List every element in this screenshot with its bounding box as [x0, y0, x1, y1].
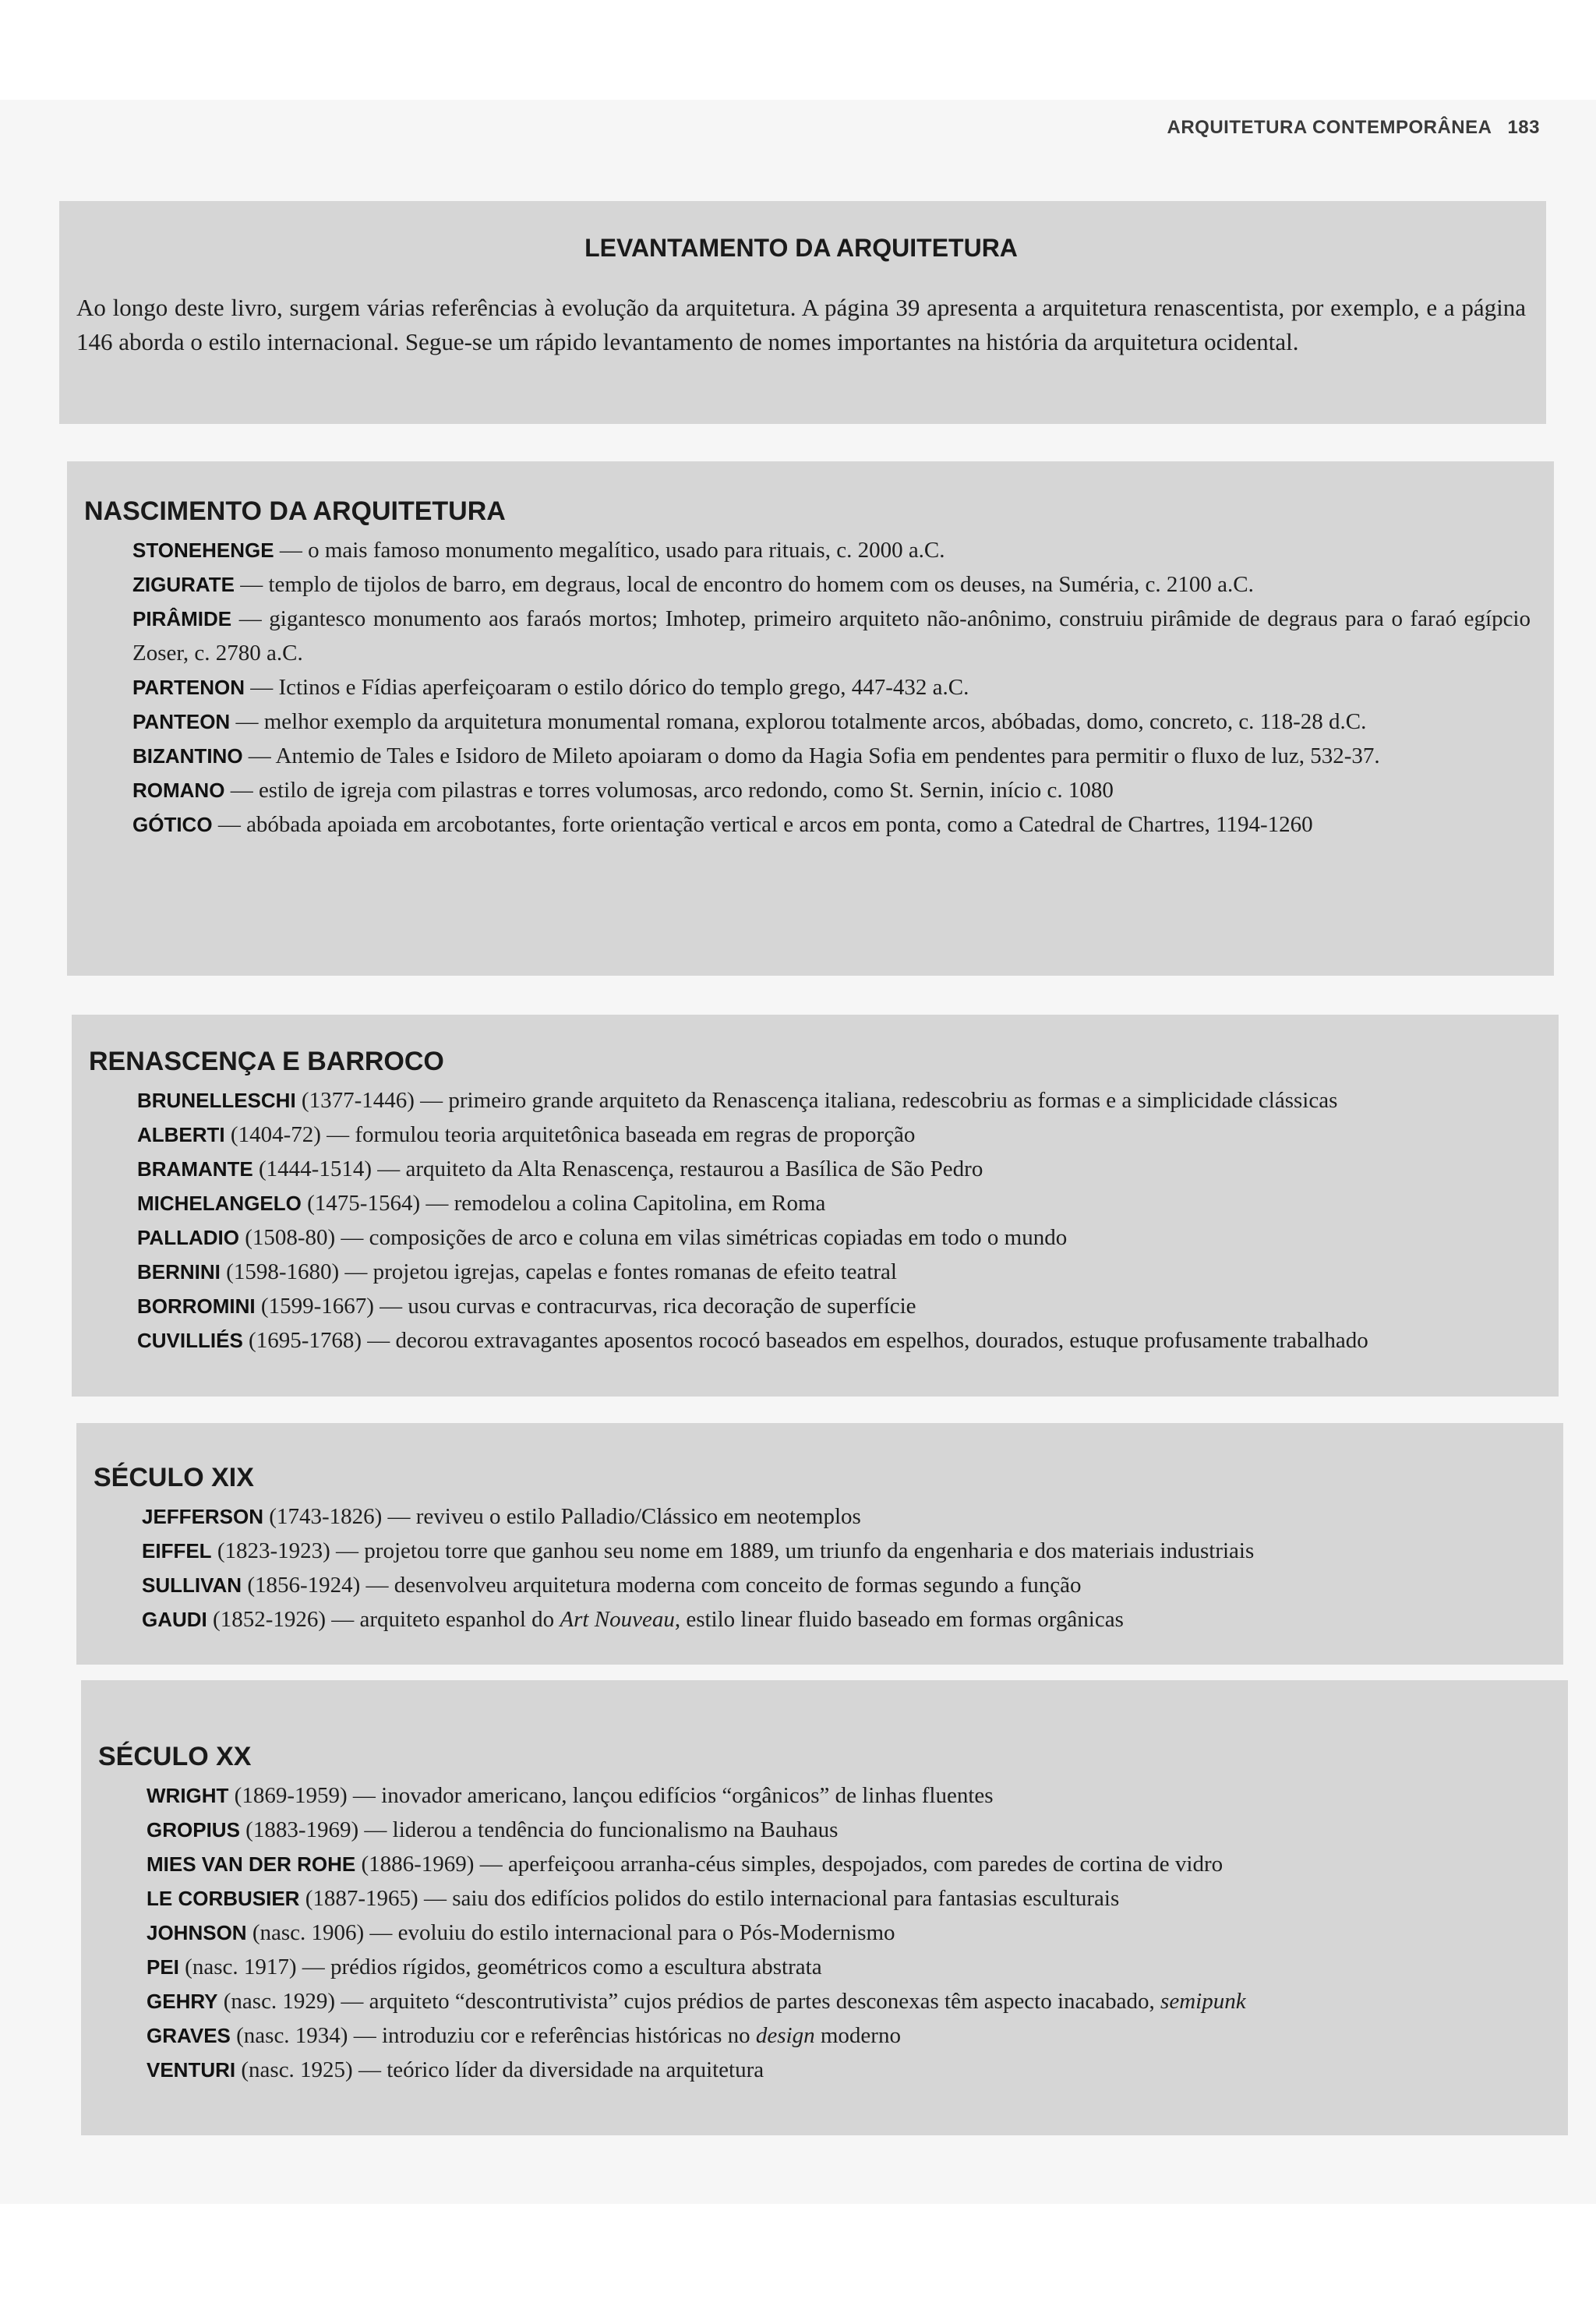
entry-item	[147, 1916, 1545, 1950]
running-head-title: ARQUITETURA CONTEMPORÂNEA	[1167, 117, 1492, 138]
entry-name: PANTEON	[132, 710, 231, 733]
entry-description-end: , estilo linear fluido baseado em formas orgânicas	[674, 1607, 1124, 1632]
entry-name: CUVILLIÉS	[137, 1329, 243, 1352]
entry-emphasis: semipunk	[1160, 1989, 1246, 2014]
entry-item	[147, 1984, 1545, 2018]
entry-list	[132, 533, 1531, 842]
entry-item	[132, 602, 1531, 670]
entry-description: (1887-1965) — saiu dos edifícios polidos do estilo internacional para fantasias esculturais	[299, 1886, 1120, 1911]
entry-item	[137, 1083, 1535, 1118]
entry-name: BERNINI	[137, 1260, 221, 1284]
section-title: SÉCULO XIX	[94, 1463, 254, 1492]
entry-name: JOHNSON	[147, 1921, 247, 1944]
entry-item	[147, 1950, 1545, 1984]
entry-description: (1883-1969) — liderou a tendência do funcionalismo na Bauhaus	[239, 1817, 839, 1842]
entry-name: PALLADIO	[137, 1226, 239, 1249]
entry-item	[137, 1323, 1535, 1358]
running-head	[1167, 117, 1540, 139]
entry-name: STONEHENGE	[132, 539, 274, 562]
entry-item	[142, 1602, 1540, 1637]
entry-list	[147, 1778, 1545, 2087]
entry-description: (1475-1564) — remodelou a colina Capitolina, em Roma	[301, 1191, 826, 1216]
entry-description: (nasc. 1925) — teórico líder da diversidade na arquitetura	[235, 2057, 764, 2082]
entry-name: SULLIVAN	[142, 1573, 242, 1597]
entry-item	[132, 807, 1531, 842]
entry-name: GÓTICO	[132, 813, 213, 836]
entry-description: (nasc. 1929) — arquiteto “descontrutivista” cujos prédios de partes desconexas têm aspecto inacabado,	[217, 1989, 1161, 2014]
entry-name: PARTENON	[132, 676, 245, 699]
entry-name: ALBERTI	[137, 1123, 225, 1146]
entry-description: (1695-1768) — decorou extravagantes aposentos rococó baseados em espelhos, dourados, estuque profusamente trabalhado	[242, 1328, 1368, 1353]
entry-item	[137, 1152, 1535, 1186]
page-number: 183	[1507, 117, 1540, 138]
entry-name: GEHRY	[147, 1990, 218, 2013]
entry-description: (nasc. 1917) — prédios rígidos, geométricos como a escultura abstrata	[178, 1955, 822, 1979]
section-title: RENASCENÇA E BARROCO	[89, 1047, 444, 1076]
entry-item	[142, 1568, 1540, 1602]
entry-name: WRIGHT	[147, 1784, 229, 1807]
entry-description: (1743-1826) — reviveu o estilo Palladio/Clássico em neotemplos	[263, 1504, 861, 1529]
entry-name: VENTURI	[147, 2058, 236, 2082]
entry-name: JEFFERSON	[142, 1505, 264, 1528]
entry-description: (1599-1667) — usou curvas e contracurvas, rica decoração de superfície	[255, 1294, 916, 1319]
entry-name: GAUDI	[142, 1608, 207, 1631]
entry-name: BORROMINI	[137, 1294, 256, 1318]
entry-list	[137, 1083, 1535, 1358]
entry-description: — abóbada apoiada em arcobotantes, forte orientação vertical e arcos em ponta, como a Catedral de Chartres, 1194-1260	[212, 812, 1313, 837]
entry-description: — Ictinos e Fídias aperfeiçoaram o estilo dórico do templo grego, 447-432 a.C.	[244, 675, 969, 700]
entry-description: (nasc. 1906) — evoluiu do estilo internacional para o Pós-Modernismo	[246, 1920, 895, 1945]
entry-item	[137, 1186, 1535, 1220]
entry-item	[147, 2018, 1545, 2053]
entry-description: (1886-1969) — aperfeiçoou arranha-céus simples, despojados, com paredes de cortina de vidro	[355, 1852, 1223, 1877]
entry-emphasis: design	[755, 2023, 815, 2048]
entry-item	[132, 773, 1531, 807]
entry-description: (1869-1959) — inovador americano, lançou edifícios “orgânicos” de linhas fluentes	[228, 1783, 994, 1808]
entry-description: (nasc. 1934) — introduziu cor e referências históricas no	[230, 2023, 756, 2048]
entry-item	[147, 1778, 1545, 1813]
entry-item	[137, 1220, 1535, 1255]
entry-item	[137, 1289, 1535, 1323]
entry-description: (1856-1924) — desenvolveu arquitetura moderna com conceito de formas segundo a função	[242, 1573, 1082, 1598]
entry-item	[147, 1813, 1545, 1847]
entry-name: MICHELANGELO	[137, 1192, 302, 1215]
entry-item	[132, 567, 1531, 602]
entry-name: GRAVES	[147, 2024, 231, 2047]
entry-item	[147, 1881, 1545, 1916]
entry-item	[132, 705, 1531, 739]
section-seculo-xx	[81, 1680, 1568, 2135]
section-title: SÉCULO XX	[98, 1742, 252, 1771]
section-seculo-xix	[76, 1423, 1563, 1665]
intro-text: Ao longo deste livro, surgem várias referências à evolução da arquitetura. A página 39 apresenta a arquitetura renascentista, por exemplo, e a página 146 aborda o estilo internacional. Segue-se um rápido levantamento de nomes importantes na história da arquitetura ocidental.	[76, 294, 1526, 355]
entry-description: (1508-80) — composições de arco e coluna em vilas simétricas copiadas em todo o mundo	[238, 1225, 1068, 1250]
entry-name: BRAMANTE	[137, 1157, 253, 1181]
entry-name: ROMANO	[132, 779, 225, 802]
entry-name: MIES VAN DER ROHE	[147, 1852, 356, 1876]
entry-name: LE CORBUSIER	[147, 1887, 300, 1910]
entry-description: (1598-1680) — projetou igrejas, capelas e fontes romanas de efeito teatral	[220, 1259, 897, 1284]
entry-item	[137, 1255, 1535, 1289]
entry-name: ZIGURATE	[132, 573, 235, 596]
entry-description: — estilo de igreja com pilastras e torres volumosas, arco redondo, como St. Sernin, início c. 1080	[224, 778, 1114, 803]
entry-description: (1852-1926) — arquiteto espanhol do	[207, 1607, 560, 1632]
entry-description: — Antemio de Tales e Isidoro de Mileto apoiaram o domo da Hagia Sofia em pendentes para permitir o fluxo de luz, 532-37.	[242, 743, 1380, 768]
entry-description: (1444-1514) — arquiteto da Alta Renascença, restaurou a Basílica de São Pedro	[252, 1157, 983, 1181]
entry-description: — templo de tijolos de barro, em degraus, local de encontro do homem com os deuses, na Suméria, c. 2100 a.C.	[234, 572, 1254, 597]
section-title: NASCIMENTO DA ARQUITETURA	[84, 496, 506, 526]
entry-description: (1377-1446) — primeiro grande arquiteto da Renascença italiana, redescobriu as formas e a simplicidade clássicas	[295, 1088, 1338, 1113]
entry-item	[137, 1118, 1535, 1152]
entry-name: GROPIUS	[147, 1818, 240, 1842]
entry-emphasis: Art Nouveau	[560, 1607, 675, 1632]
entry-item	[142, 1499, 1540, 1534]
entry-description: (1823-1923) — projetou torre que ganhou seu nome em 1889, um triunfo da engenharia e dos materiais industriais	[211, 1538, 1255, 1563]
entry-item	[132, 533, 1531, 567]
entry-description: — gigantesco monumento aos faraós mortos; Imhotep, primeiro arquiteto não-anônimo, construiu pirâmide de degraus para o faraó egípcio Zoser, c. 2780 a.C.	[132, 606, 1531, 666]
entry-name: BRUNELLESCHI	[137, 1089, 296, 1112]
intro-box	[59, 201, 1546, 424]
entry-item	[132, 670, 1531, 705]
entry-item	[142, 1534, 1540, 1568]
section-nascimento	[67, 461, 1554, 976]
entry-item	[147, 2053, 1545, 2087]
entry-list	[142, 1499, 1540, 1637]
section-renascenca	[72, 1015, 1559, 1397]
entry-name: EIFFEL	[142, 1539, 212, 1563]
entry-description: (1404-72) — formulou teoria arquitetônica baseada em regras de proporção	[224, 1122, 916, 1147]
entry-item	[132, 739, 1531, 773]
intro-title: LEVANTAMENTO DA ARQUITETURA	[584, 234, 1018, 262]
entry-description: — o mais famoso monumento megalítico, usado para rituais, c. 2000 a.C.	[274, 538, 945, 563]
entry-name: PEI	[147, 1955, 179, 1979]
entry-item	[147, 1847, 1545, 1881]
entry-name: PIRÂMIDE	[132, 607, 232, 630]
entry-name: BIZANTINO	[132, 744, 243, 768]
entry-description: — melhor exemplo da arquitetura monumental romana, explorou totalmente arcos, abóbadas, domo, concreto, c. 118-28 d.C.	[230, 709, 1367, 734]
entry-description-end: moderno	[814, 2023, 901, 2048]
